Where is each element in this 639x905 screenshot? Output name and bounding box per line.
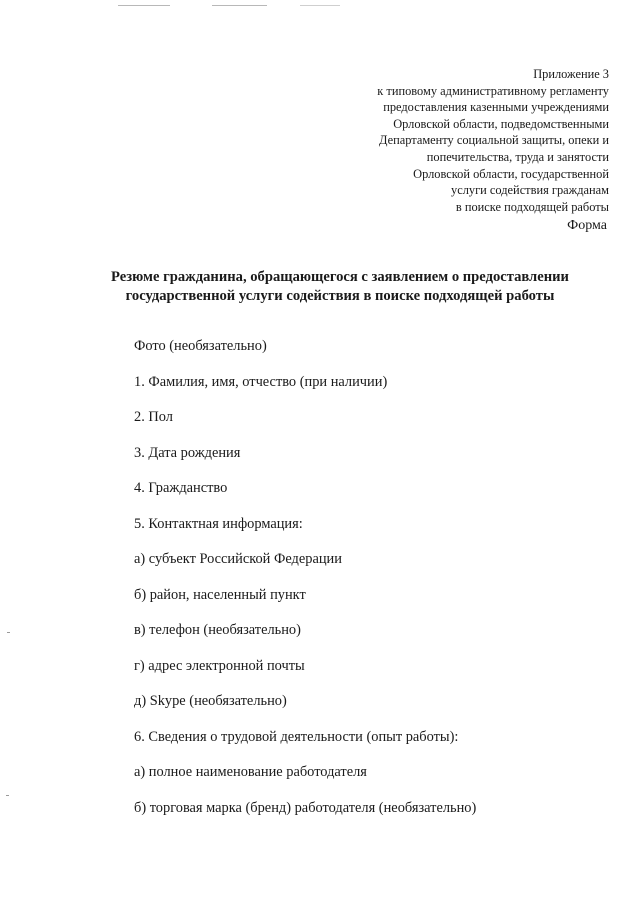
field-citizenship: 4. Гражданство <box>134 480 228 496</box>
resume-field-list <box>134 336 614 833</box>
scan-artifact-line <box>212 5 267 6</box>
field-skype: д) Skype (необязательно) <box>134 693 287 709</box>
field-district-locality: б) район, населенный пункт <box>134 586 306 603</box>
title-line: государственной услуги содействия в поиске подходящей работы <box>125 288 555 304</box>
scan-artifact-line <box>118 5 170 6</box>
field-employer-brand: б) торговая марка (бренд) работодателя (необязательно) <box>134 799 477 816</box>
appendix-line-number: Приложение 3 <box>533 67 609 81</box>
field-work-experience: 6. Сведения о трудовой деятельности (опыт работы): <box>134 728 459 745</box>
appendix-line: услуги содействия гражданам <box>451 183 609 198</box>
field-email: г) адрес электронной почты <box>134 657 305 674</box>
appendix-line: Орловской области, государственной <box>413 166 609 181</box>
appendix-line: Орловской области, подведомственными <box>393 116 609 131</box>
field-gender: 2. Пол <box>134 409 173 425</box>
scan-artifact-dot <box>6 795 9 796</box>
field-employer-name: а) полное наименование работодателя <box>134 764 367 780</box>
field-region: а) субъект Российской Федерации <box>134 551 342 567</box>
appendix-line: в поиске подходящей работы <box>455 199 609 214</box>
field-phone: в) телефон (необязательно) <box>134 622 301 638</box>
field-contact-info: 5. Контактная информация: <box>134 515 303 532</box>
field-full-name: 1. Фамилия, имя, отчество (при наличии) <box>134 373 388 390</box>
document-title <box>60 268 620 306</box>
field-photo: Фото (необязательно) <box>134 338 267 354</box>
scan-artifact-dot <box>7 632 10 633</box>
scan-artifact-line <box>300 5 340 6</box>
field-birth-date: 3. Дата рождения <box>134 444 241 461</box>
appendix-line: предоставления казенными учреждениями <box>383 100 609 115</box>
appendix-note <box>279 66 609 215</box>
appendix-line: к типовому административному регламенту <box>377 83 609 98</box>
appendix-line: попечительства, труда и занятости <box>426 149 609 164</box>
appendix-line: Департаменту социальной защиты, опеки и <box>378 133 609 148</box>
form-label: Форма <box>567 218 607 233</box>
title-line: Резюме гражданина, обращающегося с заявлением о предоставлении <box>111 269 569 285</box>
